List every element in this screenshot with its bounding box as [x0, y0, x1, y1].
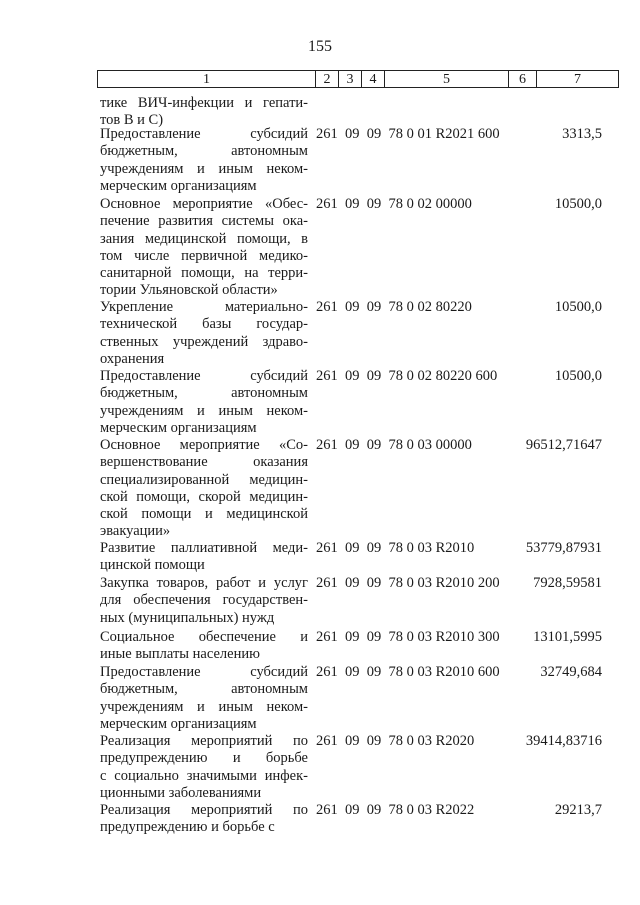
description-line: мерческим организациям — [100, 177, 257, 194]
description-line: тике ВИЧ-инфекции и гепати- — [100, 95, 308, 111]
row-description — [100, 629, 308, 664]
row-codes: 261 09 09 78 0 02 80220 600 — [316, 368, 498, 384]
header-col-5: 5 — [385, 71, 509, 87]
header-col-4: 4 — [362, 71, 385, 87]
row-amount: 96512,71647 — [525, 437, 602, 453]
row-amount: 29213,7 — [554, 802, 602, 818]
description-line: мерческим организациям — [100, 419, 257, 436]
description-line: учреждениям и иным неком- — [100, 160, 308, 177]
description-line: Основное мероприятие «Обес- — [100, 196, 308, 212]
description-line: зания медицинской помощи, в — [100, 230, 308, 247]
description-line: иные выплаты населению — [100, 646, 260, 663]
description-line: с социально значимыми инфек- — [100, 767, 308, 784]
table-header — [97, 70, 619, 88]
description-line: Укрепление материально- — [100, 299, 308, 315]
description-line: Предоставление субсидий — [100, 664, 308, 680]
row-codes: 261 09 09 78 0 03 00000 — [316, 437, 472, 453]
description-line: Предоставление субсидий — [100, 368, 308, 384]
description-line: санитарной помощи, на терри- — [100, 265, 308, 282]
row-amount: 32749,684 — [540, 664, 602, 680]
description-line: бюджетным, автономным — [100, 385, 308, 402]
row-description — [100, 802, 308, 837]
description-line: ственных учреждений здраво- — [100, 333, 308, 350]
description-line: бюджетным, автономным — [100, 143, 308, 160]
row-amount: 13101,5995 — [533, 629, 602, 645]
description-line: Реализация мероприятий по — [100, 733, 308, 749]
row-codes: 261 09 09 78 0 03 R2010 600 — [316, 664, 500, 680]
row-description — [100, 733, 308, 802]
row-amount: 39414,83716 — [525, 733, 602, 749]
row-amount: 53779,87931 — [525, 540, 602, 556]
header-col-6: 6 — [509, 71, 537, 87]
description-line: ской помощи, скорой медицин- — [100, 488, 308, 505]
description-line: Основное мероприятие «Со- — [100, 437, 308, 453]
description-line: тории Ульяновской области» — [100, 282, 278, 299]
description-line: Реализация мероприятий по — [100, 802, 308, 818]
description-line: предупреждению и борьбе с — [100, 819, 275, 836]
description-line: учреждениям и иным неком- — [100, 698, 308, 715]
description-line: Предоставление субсидий — [100, 126, 308, 142]
description-line: ных (муниципальных) нужд — [100, 609, 275, 626]
row-codes: 261 09 09 78 0 03 R2020 — [316, 733, 475, 749]
description-line: учреждениям и иным неком- — [100, 402, 308, 419]
row-description — [100, 95, 308, 130]
header-col-3: 3 — [339, 71, 362, 87]
description-line: Закупка товаров, работ и услуг — [100, 575, 308, 591]
row-codes: 261 09 09 78 0 03 R2022 — [316, 802, 475, 818]
row-amount: 10500,0 — [554, 368, 602, 384]
description-line: предупреждению и борьбе — [100, 750, 308, 767]
row-codes: 261 09 09 78 0 01 R2021 600 — [316, 126, 500, 142]
description-line: цинской помощи — [100, 557, 205, 574]
row-amount: 3313,5 — [562, 126, 602, 142]
row-description — [100, 299, 308, 368]
row-description — [100, 540, 308, 575]
row-amount: 7928,59581 — [533, 575, 602, 591]
description-line: вершенствование оказания — [100, 454, 308, 471]
row-amount: 10500,0 — [554, 196, 602, 212]
row-description — [100, 196, 308, 300]
description-line: мерческим организациям — [100, 715, 257, 732]
row-codes: 261 09 09 78 0 03 R2010 300 — [316, 629, 500, 645]
description-line: тов В и С) — [100, 112, 164, 129]
row-description — [100, 368, 308, 437]
description-line: Развитие паллиативной меди- — [100, 540, 308, 556]
page-number: 155 — [308, 38, 332, 55]
header-col-2: 2 — [316, 71, 339, 87]
description-line: бюджетным, автономным — [100, 681, 308, 698]
description-line: ской помощи и медицинской — [100, 506, 308, 523]
description-line: технической базы государ- — [100, 316, 308, 333]
description-line: том числе первичной медико- — [100, 247, 308, 264]
description-line: Социальное обеспечение и — [100, 629, 308, 645]
row-codes: 261 09 09 78 0 03 R2010 200 — [316, 575, 500, 591]
row-description — [100, 126, 308, 195]
description-line: печение развития системы ока- — [100, 213, 308, 230]
header-col-1: 1 — [98, 71, 316, 87]
description-line: эвакуации» — [100, 523, 171, 540]
header-col-7: 7 — [574, 72, 581, 87]
description-line: для обеспечения государствен- — [100, 592, 308, 609]
row-codes: 261 09 09 78 0 02 80220 — [316, 299, 472, 315]
row-codes: 261 09 09 78 0 03 R2010 — [316, 540, 475, 556]
row-amount: 10500,0 — [554, 299, 602, 315]
row-codes: 261 09 09 78 0 02 00000 — [316, 196, 472, 212]
description-line: охранения — [100, 350, 165, 367]
description-line: ционными заболеваниями — [100, 784, 262, 801]
row-description — [100, 575, 308, 627]
description-line: специализированной медицин- — [100, 471, 308, 488]
row-description — [100, 437, 308, 541]
row-description — [100, 664, 308, 733]
